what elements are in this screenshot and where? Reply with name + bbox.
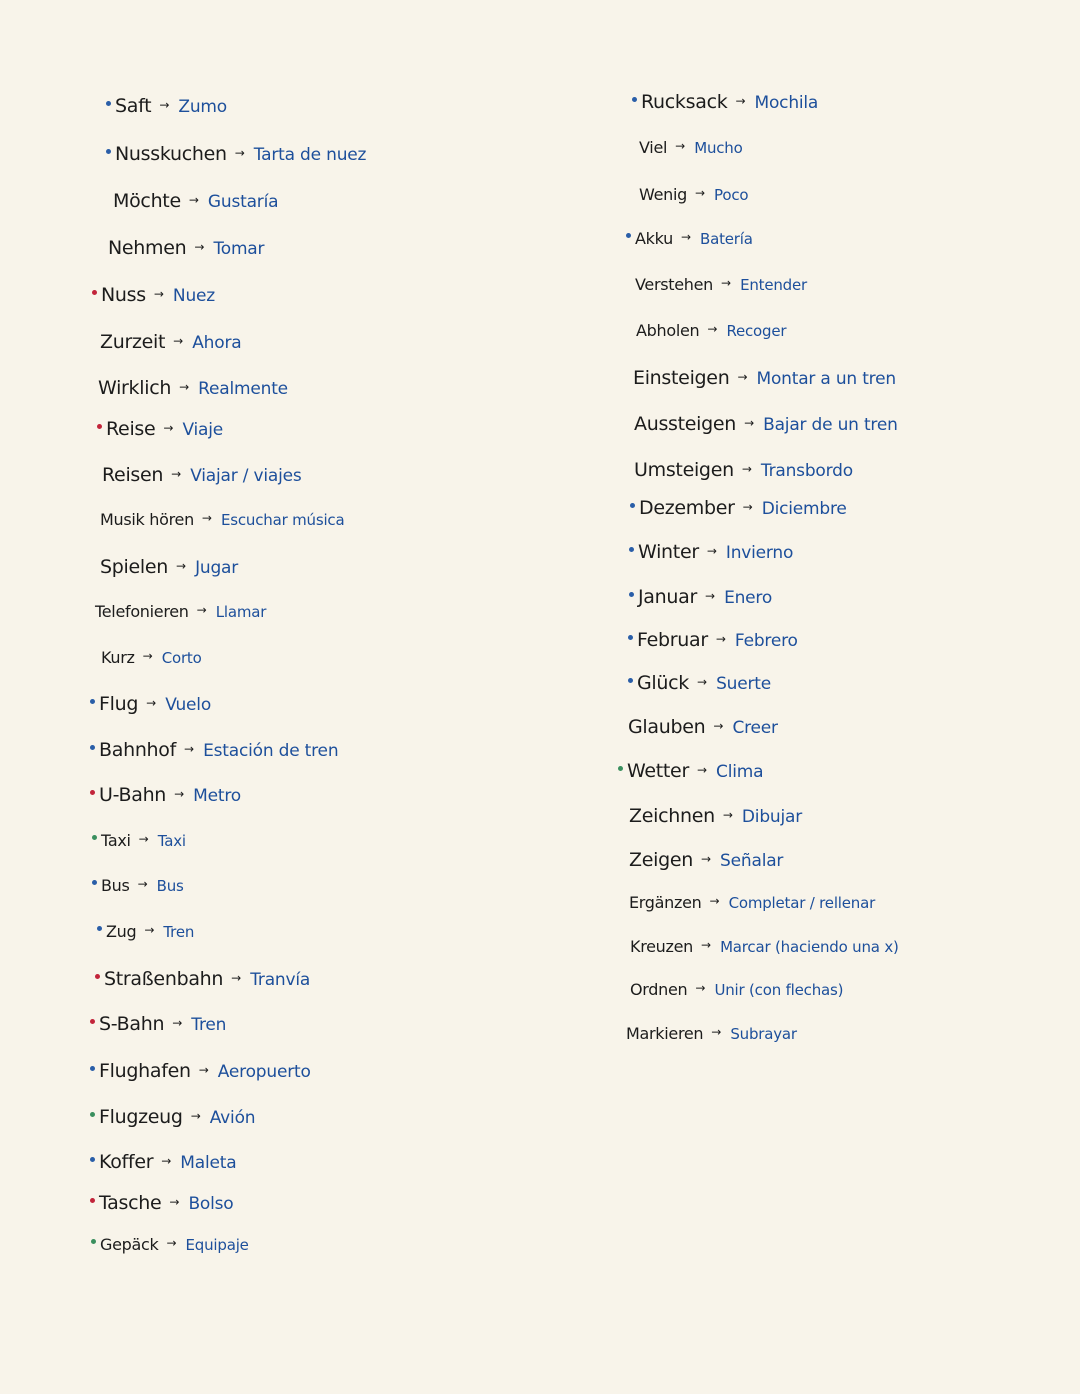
bullet-dot xyxy=(95,974,100,979)
arrow-right-icon: → xyxy=(741,462,752,476)
vocab-entry xyxy=(629,807,802,826)
german-word: Bus xyxy=(101,876,130,895)
spanish-translation: Unir (con flechas) xyxy=(714,981,844,999)
vocab-entry xyxy=(632,93,818,112)
bullet-dot xyxy=(90,1019,95,1024)
german-word: Flugzeug xyxy=(99,1106,183,1128)
spanish-translation: Realmente xyxy=(198,379,288,399)
german-word: Nuss xyxy=(101,284,146,306)
spanish-translation: Bolso xyxy=(188,1194,234,1214)
spanish-translation: Estación de tren xyxy=(203,741,339,761)
vocab-entry xyxy=(100,512,344,528)
spanish-translation: Tren xyxy=(163,923,195,941)
german-word: Reise xyxy=(106,418,156,440)
bullet-dot xyxy=(90,1066,95,1071)
arrow-right-icon: → xyxy=(146,696,157,710)
arrow-right-icon: → xyxy=(695,981,706,995)
german-word: Zug xyxy=(106,922,137,941)
vocab-entry xyxy=(639,140,743,156)
german-word: Tasche xyxy=(99,1192,162,1214)
vocab-entry xyxy=(102,466,302,485)
german-word: Umsteigen xyxy=(634,459,734,481)
arrow-right-icon: → xyxy=(196,603,207,617)
arrow-right-icon: → xyxy=(194,240,205,254)
spanish-translation: Tarta de nuez xyxy=(253,145,367,165)
arrow-right-icon: → xyxy=(231,971,242,985)
german-word: Bahnhof xyxy=(99,739,177,761)
vocab-entry xyxy=(634,415,898,434)
german-word: Wenig xyxy=(639,185,687,204)
german-word: Nusskuchen xyxy=(115,143,227,165)
bullet-dot xyxy=(91,1239,96,1244)
vocab-entry xyxy=(630,939,899,955)
vocab-entry xyxy=(90,786,241,805)
vocab-entry xyxy=(92,878,184,894)
bullet-dot xyxy=(90,790,95,795)
arrow-right-icon: → xyxy=(198,1063,209,1077)
german-word: Wirklich xyxy=(98,377,172,399)
german-word: Gepäck xyxy=(100,1235,159,1254)
vocab-entry xyxy=(90,1062,311,1081)
bullet-dot xyxy=(92,880,97,885)
spanish-translation: Ahora xyxy=(192,333,242,353)
spanish-translation: Escuchar música xyxy=(220,511,345,529)
german-word: Kurz xyxy=(101,648,135,667)
spanish-translation: Vuelo xyxy=(165,695,212,715)
arrow-right-icon: → xyxy=(675,139,686,153)
arrow-right-icon: → xyxy=(234,146,245,160)
arrow-right-icon: → xyxy=(163,421,174,435)
vocab-entry xyxy=(630,499,847,518)
bullet-dot xyxy=(629,547,634,552)
arrow-right-icon: → xyxy=(190,1109,201,1123)
arrow-right-icon: → xyxy=(137,877,148,891)
vocab-entry xyxy=(95,970,310,989)
vocab-entry xyxy=(97,420,223,439)
bullet-dot xyxy=(97,926,102,931)
spanish-translation: Batería xyxy=(700,230,753,248)
arrow-right-icon: → xyxy=(697,675,708,689)
german-word: Viel xyxy=(639,138,668,157)
vocab-entry xyxy=(92,833,186,849)
bullet-dot xyxy=(626,233,631,238)
arrow-right-icon: → xyxy=(707,322,718,336)
spanish-translation: Poco xyxy=(714,186,749,204)
arrow-right-icon: → xyxy=(179,380,190,394)
spanish-translation: Gustaría xyxy=(207,192,279,212)
arrow-right-icon: → xyxy=(173,334,184,348)
vocab-entry xyxy=(95,604,266,620)
german-word: Taxi xyxy=(101,831,131,850)
arrow-right-icon: → xyxy=(742,500,753,514)
vocab-entry xyxy=(626,231,753,247)
german-word: Zeichnen xyxy=(629,805,715,827)
arrow-right-icon: → xyxy=(138,832,149,846)
arrow-right-icon: → xyxy=(169,1195,180,1209)
german-word: Nehmen xyxy=(108,237,187,259)
arrow-right-icon: → xyxy=(161,1154,172,1168)
arrow-right-icon: → xyxy=(142,649,153,663)
german-word: Koffer xyxy=(99,1151,154,1173)
vocab-entry xyxy=(636,323,786,339)
spanish-translation: Montar a un tren xyxy=(756,369,896,389)
german-word: Kreuzen xyxy=(630,937,693,956)
bullet-dot xyxy=(90,1112,95,1117)
arrow-right-icon: → xyxy=(201,511,212,525)
vocab-entry xyxy=(106,97,227,116)
german-word: Straßenbahn xyxy=(104,968,224,990)
spanish-translation: Suerte xyxy=(716,674,772,694)
arrow-right-icon: → xyxy=(694,186,706,200)
spanish-translation: Enero xyxy=(724,588,773,608)
vocab-entry xyxy=(634,461,853,480)
german-word: Glück xyxy=(637,672,689,694)
german-word: Markieren xyxy=(626,1024,704,1043)
vocab-entry xyxy=(91,1237,249,1253)
spanish-translation: Recoger xyxy=(726,322,787,340)
vocab-entry xyxy=(98,379,288,398)
vocab-entry xyxy=(101,650,202,666)
arrow-right-icon: → xyxy=(700,852,712,866)
bullet-dot xyxy=(90,1157,95,1162)
spanish-translation: Completar / rellenar xyxy=(728,894,876,912)
arrow-right-icon: → xyxy=(735,94,746,108)
german-word: Februar xyxy=(637,629,708,651)
vocab-entry xyxy=(90,1194,234,1213)
vocab-entry xyxy=(629,588,772,607)
german-word: Winter xyxy=(638,541,699,563)
spanish-translation: Entender xyxy=(740,276,807,294)
german-word: Spielen xyxy=(100,556,168,578)
arrow-right-icon: → xyxy=(680,230,691,244)
bullet-dot xyxy=(628,678,633,683)
bullet-dot xyxy=(106,101,111,106)
german-word: Zeigen xyxy=(629,849,693,871)
german-word: S-Bahn xyxy=(99,1013,165,1035)
german-word: Glauben xyxy=(628,716,706,738)
arrow-right-icon: → xyxy=(713,719,724,733)
vocab-entry xyxy=(629,543,793,562)
spanish-translation: Metro xyxy=(193,786,241,806)
german-word: Musik hören xyxy=(100,510,194,529)
bullet-dot xyxy=(97,424,102,429)
bullet-dot xyxy=(92,835,97,840)
vocab-entry xyxy=(626,1026,797,1042)
spanish-translation: Maleta xyxy=(180,1153,237,1173)
vocab-entry xyxy=(628,674,771,693)
spanish-translation: Tren xyxy=(191,1015,227,1035)
bullet-dot xyxy=(90,1198,95,1203)
spanish-translation: Viajar / viajes xyxy=(190,466,302,486)
vocab-entry xyxy=(100,558,238,577)
arrow-right-icon: → xyxy=(696,763,708,777)
german-word: Flug xyxy=(99,693,139,715)
arrow-right-icon: → xyxy=(144,923,155,937)
arrow-right-icon: → xyxy=(171,467,182,481)
german-word: Einsteigen xyxy=(633,367,730,389)
spanish-translation: Corto xyxy=(161,649,202,667)
arrow-right-icon: → xyxy=(184,742,195,756)
german-word: Reisen xyxy=(102,464,164,486)
vocab-entry xyxy=(92,286,215,305)
bullet-dot xyxy=(629,592,634,597)
spanish-translation: Mucho xyxy=(694,139,743,157)
vocab-entry xyxy=(628,631,798,650)
german-word: Wetter xyxy=(627,760,689,782)
bullet-dot xyxy=(90,699,95,704)
arrow-right-icon: → xyxy=(715,632,726,646)
arrow-right-icon: → xyxy=(705,589,716,603)
arrow-right-icon: → xyxy=(701,938,712,952)
german-word: Zurzeit xyxy=(100,331,166,353)
arrow-right-icon: → xyxy=(188,193,199,207)
vocab-entry xyxy=(100,333,241,352)
spanish-translation: Aeropuerto xyxy=(217,1062,311,1082)
arrow-right-icon: → xyxy=(721,276,732,290)
bullet-dot xyxy=(632,97,637,102)
vocab-entry xyxy=(90,1153,236,1172)
spanish-translation: Equipaje xyxy=(185,1236,249,1254)
german-word: Januar xyxy=(638,586,697,608)
spanish-translation: Subrayar xyxy=(730,1025,797,1043)
bullet-dot xyxy=(630,503,635,508)
german-word: Dezember xyxy=(639,497,735,519)
vocab-entry xyxy=(635,277,807,293)
spanish-translation: Bajar de un tren xyxy=(763,415,898,435)
arrow-right-icon: → xyxy=(711,1025,722,1039)
bullet-dot xyxy=(106,149,111,154)
german-word: U-Bahn xyxy=(99,784,167,806)
german-word: Rucksack xyxy=(641,91,728,113)
arrow-right-icon: → xyxy=(737,370,748,384)
vocab-entry xyxy=(113,192,278,211)
vocab-entry xyxy=(90,695,211,714)
arrow-right-icon: → xyxy=(172,1016,183,1030)
german-word: Aussteigen xyxy=(634,413,737,435)
german-word: Abholen xyxy=(636,321,700,340)
german-word: Verstehen xyxy=(635,275,714,294)
spanish-translation: Tranvía xyxy=(250,970,311,990)
arrow-right-icon: → xyxy=(706,544,717,558)
vocab-entry xyxy=(90,741,338,760)
spanish-translation: Transbordo xyxy=(760,461,853,481)
arrow-right-icon: → xyxy=(176,559,187,573)
german-word: Möchte xyxy=(113,190,181,212)
arrow-right-icon: → xyxy=(166,1236,177,1250)
german-word: Telefonieren xyxy=(95,602,189,621)
german-word: Akku xyxy=(635,229,673,248)
spanish-translation: Viaje xyxy=(182,420,224,440)
spanish-translation: Avión xyxy=(209,1108,256,1128)
vocab-entry xyxy=(108,239,264,258)
spanish-translation: Mochila xyxy=(754,93,819,113)
vocab-entry xyxy=(618,762,763,781)
spanish-translation: Bus xyxy=(156,877,184,895)
spanish-translation: Tomar xyxy=(213,239,265,259)
spanish-translation: Nuez xyxy=(172,286,215,306)
spanish-translation: Llamar xyxy=(215,603,267,621)
spanish-translation: Creer xyxy=(732,718,778,738)
spanish-translation: Dibujar xyxy=(741,807,803,827)
spanish-translation: Marcar (haciendo una x) xyxy=(720,938,899,956)
spanish-translation: Diciembre xyxy=(761,499,847,519)
vocab-entry xyxy=(628,718,778,737)
bullet-dot xyxy=(628,635,633,640)
spanish-translation: Jugar xyxy=(195,558,239,578)
arrow-right-icon: → xyxy=(709,894,720,908)
arrow-right-icon: → xyxy=(722,808,733,822)
spanish-translation: Taxi xyxy=(157,832,186,850)
german-word: Flughafen xyxy=(99,1060,191,1082)
arrow-right-icon: → xyxy=(153,287,164,301)
vocab-entry xyxy=(629,895,875,911)
bullet-dot xyxy=(90,745,95,750)
spanish-translation: Febrero xyxy=(734,631,798,651)
vocab-entry xyxy=(106,145,366,164)
spanish-translation: Señalar xyxy=(720,851,784,871)
bullet-dot xyxy=(618,766,623,771)
vocab-entry xyxy=(633,369,896,388)
spanish-translation: Clima xyxy=(716,762,764,782)
arrow-right-icon: → xyxy=(159,98,170,112)
spanish-translation: Zumo xyxy=(178,97,227,117)
vocab-entry xyxy=(90,1108,255,1127)
arrow-right-icon: → xyxy=(744,416,755,430)
german-word: Ergänzen xyxy=(629,893,702,912)
vocab-entry xyxy=(630,982,843,998)
spanish-translation: Invierno xyxy=(725,543,794,563)
vocab-entry xyxy=(97,924,194,940)
vocab-entry xyxy=(90,1015,226,1034)
vocab-entry xyxy=(629,851,783,870)
vocab-entry xyxy=(639,187,748,203)
german-word: Saft xyxy=(115,95,152,117)
arrow-right-icon: → xyxy=(174,787,185,801)
german-word: Ordnen xyxy=(630,980,688,999)
bullet-dot xyxy=(92,290,97,295)
